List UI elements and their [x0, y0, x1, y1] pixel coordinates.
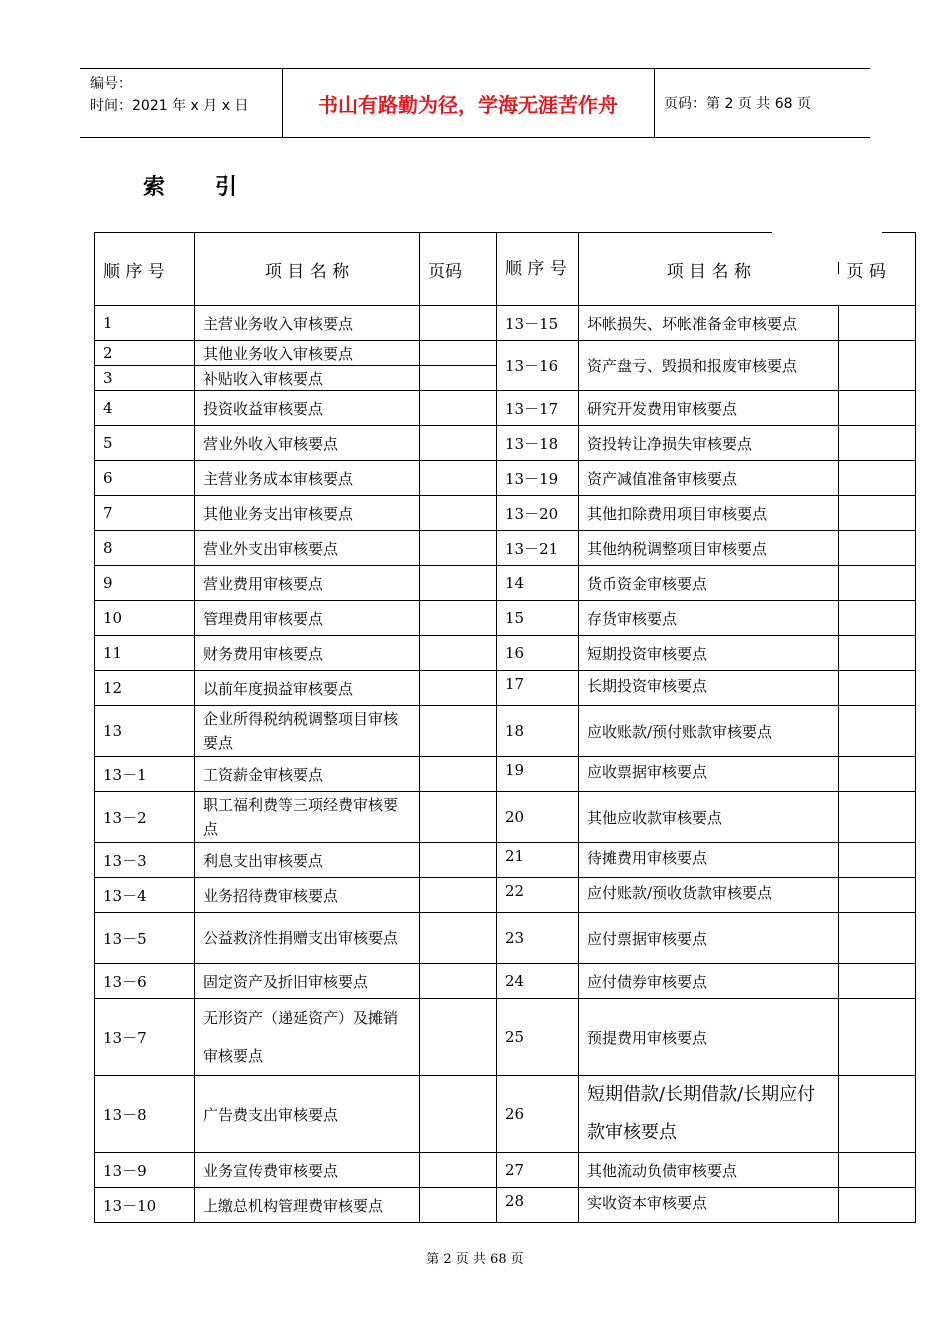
name-cell: 研究开发费用审核要点 [579, 391, 839, 426]
seq-cell: 12 [95, 671, 195, 706]
name-cell: 广告费支出审核要点 [195, 1076, 420, 1153]
page-cell [420, 496, 497, 531]
table-row [95, 426, 916, 461]
name-cell: 补贴收入审核要点 [195, 366, 420, 391]
page-cell [420, 878, 497, 913]
name-cell: 业务招待费审核要点 [195, 878, 420, 913]
page-footer: 第 2 页 共 68 页 [426, 1252, 524, 1267]
name-cell: 应收票据审核要点 [579, 757, 839, 792]
seq-cell: 13－8 [95, 1076, 195, 1153]
table-row [95, 757, 916, 792]
page-cell [839, 1153, 916, 1188]
index-table [94, 232, 916, 1223]
page-cell [839, 878, 916, 913]
table-row [95, 601, 916, 636]
table-row [95, 341, 916, 366]
name-cell: 公益救济性捐赠支出审核要点 [195, 913, 420, 964]
table-row [95, 461, 916, 496]
name-cell: 短期投资审核要点 [579, 636, 839, 671]
table-row [95, 1188, 916, 1223]
seq-cell: 18 [497, 706, 579, 757]
name-cell: 管理费用审核要点 [195, 601, 420, 636]
seq-cell: 13－17 [497, 391, 579, 426]
name-cell: 实收资本审核要点 [579, 1188, 839, 1223]
table-row [95, 878, 916, 913]
page-cell [420, 999, 497, 1076]
table-row [95, 531, 916, 566]
table-row [95, 496, 916, 531]
table-row [95, 964, 916, 999]
page-cell [839, 391, 916, 426]
seq-cell: 2 [95, 341, 195, 366]
table-row [95, 566, 916, 601]
seq-cell: 13－18 [497, 426, 579, 461]
document-header [80, 68, 870, 138]
header-seq: 顺 序 号 [95, 233, 195, 306]
table-row [95, 636, 916, 671]
seq-cell: 21 [497, 843, 579, 878]
seq-cell: 13－19 [497, 461, 579, 496]
seq-cell: 9 [95, 566, 195, 601]
time-label: 时间：2021 年 x 月 x 日 [90, 98, 249, 114]
name-cell: 坏帐损失、坏帐准备金审核要点 [579, 306, 839, 341]
seq-cell: 13 [95, 706, 195, 757]
table-row [95, 999, 916, 1076]
page-cell [839, 913, 916, 964]
name-cell: 职工福利费等三项经费审核要点 [195, 792, 420, 843]
name-cell: 应付债券审核要点 [579, 964, 839, 999]
seq-cell: 16 [497, 636, 579, 671]
header-meta [90, 73, 248, 117]
seq-cell: 23 [497, 913, 579, 964]
name-cell: 利息支出审核要点 [195, 843, 420, 878]
seq-cell: 13－16 [497, 341, 579, 391]
page-cell [420, 566, 497, 601]
page-cell [420, 531, 497, 566]
name-cell: 资产减值准备审核要点 [579, 461, 839, 496]
name-cell: 其他扣除费用项目审核要点 [579, 496, 839, 531]
name-cell: 上缴总机构管理费审核要点 [195, 1188, 420, 1223]
name-cell: 预提费用审核要点 [579, 999, 839, 1076]
page-cell [420, 461, 497, 496]
page-cell [420, 306, 497, 341]
name-cell: 应付票据审核要点 [579, 913, 839, 964]
page-cell [839, 341, 916, 391]
page-cell [420, 601, 497, 636]
seq-cell: 8 [95, 531, 195, 566]
seq-cell: 7 [95, 496, 195, 531]
name-cell: 营业外收入审核要点 [195, 426, 420, 461]
name-cell: 其他业务支出审核要点 [195, 496, 420, 531]
page-cell [420, 1076, 497, 1153]
seq-cell: 22 [497, 878, 579, 913]
name-cell: 财务费用审核要点 [195, 636, 420, 671]
table-row [95, 671, 916, 706]
seq-cell: 6 [95, 461, 195, 496]
seq-cell: 13－9 [95, 1153, 195, 1188]
page-cell [839, 601, 916, 636]
page-cell [420, 636, 497, 671]
header-column-stub [838, 262, 839, 274]
name-cell: 应收账款/预付账款审核要点 [579, 706, 839, 757]
name-cell: 工资薪金审核要点 [195, 757, 420, 792]
name-cell: 其他业务收入审核要点 [195, 341, 420, 366]
page-cell [420, 366, 497, 391]
page-cell [420, 426, 497, 461]
seq-cell: 1 [95, 306, 195, 341]
table-header-row [95, 233, 916, 306]
seq-cell: 25 [497, 999, 579, 1076]
table-row [95, 1153, 916, 1188]
seq-cell: 13－21 [497, 531, 579, 566]
table-row [95, 391, 916, 426]
seq-cell: 17 [497, 671, 579, 706]
seq-cell: 11 [95, 636, 195, 671]
page-cell [420, 706, 497, 757]
name-cell: 待摊费用审核要点 [579, 843, 839, 878]
page-cell [420, 913, 497, 964]
page-cell [420, 757, 497, 792]
header-page-right: 页 码 [839, 233, 916, 306]
table-row [95, 913, 916, 964]
seq-cell: 13－5 [95, 913, 195, 964]
page-cell [839, 964, 916, 999]
seq-cell: 13－3 [95, 843, 195, 878]
page-cell [839, 566, 916, 601]
seq-cell: 3 [95, 366, 195, 391]
name-cell: 投资收益审核要点 [195, 391, 420, 426]
name-cell: 存货审核要点 [579, 601, 839, 636]
name-cell: 主营业务收入审核要点 [195, 306, 420, 341]
name-cell: 无形资产（递延资产）及摊销审核要点 [195, 999, 420, 1076]
seq-cell: 15 [497, 601, 579, 636]
name-cell: 其他应收款审核要点 [579, 792, 839, 843]
seq-cell: 20 [497, 792, 579, 843]
name-cell: 营业外支出审核要点 [195, 531, 420, 566]
name-cell: 其他流动负债审核要点 [579, 1153, 839, 1188]
page-cell [839, 999, 916, 1076]
seq-cell: 5 [95, 426, 195, 461]
name-cell: 货币资金审核要点 [579, 566, 839, 601]
page-cell [839, 792, 916, 843]
page-cell [839, 426, 916, 461]
page-cell [839, 671, 916, 706]
seq-cell: 13－6 [95, 964, 195, 999]
table-row [95, 843, 916, 878]
page-cell [839, 1076, 916, 1153]
seq-cell: 13－2 [95, 792, 195, 843]
seq-cell: 13－20 [497, 496, 579, 531]
seq-cell: 4 [95, 391, 195, 426]
page-cell [420, 843, 497, 878]
page-cell [839, 306, 916, 341]
page-cell [839, 531, 916, 566]
name-cell: 短期借款/长期借款/长期应付款审核要点 [579, 1076, 839, 1153]
header-motto: 书山有路勤为径，学海无涯苦作舟 [318, 92, 618, 117]
page-cell [420, 391, 497, 426]
page-cell [839, 843, 916, 878]
seq-cell: 19 [497, 757, 579, 792]
seq-cell: 13－15 [497, 306, 579, 341]
name-cell: 资产盘亏、毁损和报废审核要点 [579, 341, 839, 391]
seq-cell: 13－1 [95, 757, 195, 792]
page-cell [420, 1153, 497, 1188]
page-title: 索引 [143, 175, 288, 200]
header-seq-right: 顺 序 号 [497, 233, 579, 306]
table-top-gap [772, 226, 882, 238]
seq-cell: 27 [497, 1153, 579, 1188]
name-cell: 应付账款/预收货款审核要点 [579, 878, 839, 913]
header-name-right: 项 目 名 称 [579, 233, 839, 306]
seq-cell: 13－7 [95, 999, 195, 1076]
number-label: 编号： [90, 76, 132, 92]
name-cell: 资投转让净损失审核要点 [579, 426, 839, 461]
page-cell [839, 496, 916, 531]
header-page-info: 页码：第 2 页 共 68 页 [664, 96, 811, 112]
page-cell [420, 792, 497, 843]
name-cell: 企业所得税纳税调整项目审核要点 [195, 706, 420, 757]
table-row [95, 306, 916, 341]
table-row [95, 792, 916, 843]
table-row [95, 1076, 916, 1153]
seq-cell: 10 [95, 601, 195, 636]
header-divider [654, 69, 655, 137]
name-cell: 其他纳税调整项目审核要点 [579, 531, 839, 566]
page-cell [839, 706, 916, 757]
page-cell [420, 341, 497, 366]
page-cell [420, 1188, 497, 1223]
page-cell [839, 757, 916, 792]
header-page: 页码 [420, 233, 497, 306]
name-cell: 主营业务成本审核要点 [195, 461, 420, 496]
seq-cell: 14 [497, 566, 579, 601]
name-cell: 业务宣传费审核要点 [195, 1153, 420, 1188]
seq-cell: 24 [497, 964, 579, 999]
header-name: 项 目 名 称 [195, 233, 420, 306]
page-cell [839, 636, 916, 671]
name-cell: 固定资产及折旧审核要点 [195, 964, 420, 999]
page-cell [420, 964, 497, 999]
name-cell: 长期投资审核要点 [579, 671, 839, 706]
seq-cell: 13－10 [95, 1188, 195, 1223]
name-cell: 以前年度损益审核要点 [195, 671, 420, 706]
page-cell [420, 671, 497, 706]
table-row [95, 706, 916, 757]
page-cell [839, 1188, 916, 1223]
seq-cell: 26 [497, 1076, 579, 1153]
name-cell: 营业费用审核要点 [195, 566, 420, 601]
seq-cell: 28 [497, 1188, 579, 1223]
seq-cell: 13－4 [95, 878, 195, 913]
page-cell [839, 461, 916, 496]
